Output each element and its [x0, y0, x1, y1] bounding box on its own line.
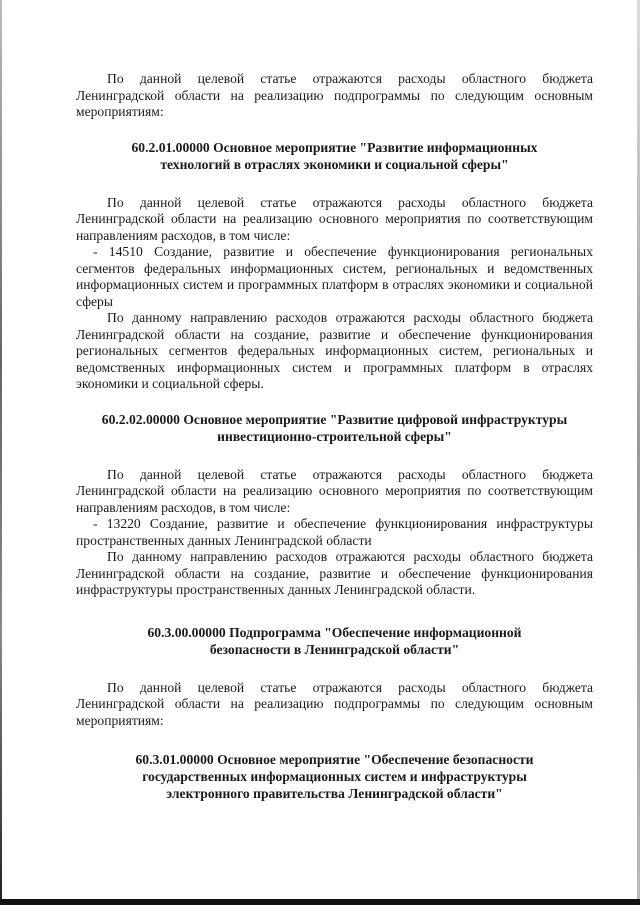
- paragraph-intro: По данной целевой статье отражаются расходы областного бюджета Ленинградской области на реализацию подпрограммы по следующим основным мероприятиям:: [76, 71, 593, 119]
- heading-60-2-01: 60.2.01.00000 Основное мероприятие "Развитие информационных технологий в отраслях экономики и социальной сферы": [131, 139, 538, 172]
- paragraph-60-2-01-intro: По данной целевой статье отражаются расходы областного бюджета Ленинградской области на реализацию основного мероприятия по соответствующим направлениям расходов, в том числе:: [76, 194, 593, 243]
- document-page: [76, 71, 593, 802]
- heading-60-2-02: 60.2.02.00000 Основное мероприятие "Развитие цифровой инфраструктуры инвестиционно-строительной сферы": [101, 411, 568, 444]
- scan-edge-bottom: [0, 899, 640, 905]
- list-item-14510: - 14510 Создание, развитие и обеспечение функционирования региональных сегментов федеральных информационных систем, региональных и ведомственных информационных систем и программных платформ в отраслях экономики и социальной сферы: [76, 244, 593, 309]
- list-item-13220: - 13220 Создание, развитие и обеспечение функционирования инфраструктуры пространственных данных Ленинградской области: [76, 516, 593, 548]
- paragraph-13220-description: По данному направлению расходов отражаются расходы областного бюджета Ленинградской области на создание, развитие и обеспечение функционирования инфраструктуры пространственных данных Ленинградской области.: [76, 549, 593, 597]
- heading-60-3-01: 60.3.01.00000 Основное мероприятие "Обеспечение безопасности государственных информационных систем и инфраструктуры электронного правительства Ленинградской области": [135, 752, 534, 801]
- scan-edge-left: [0, 0, 2, 905]
- paragraph-60-2-02-intro: По данной целевой статье отражаются расходы областного бюджета Ленинградской области на реализацию основного мероприятия по соответствующим направлениям расходов, в том числе:: [76, 466, 593, 515]
- paragraph-60-3-00-intro: По данной целевой статье отражаются расходы областного бюджета Ленинградской области на реализацию подпрограммы по следующим основным мероприятиям:: [76, 679, 593, 728]
- heading-60-3-00: 60.3.00.00000 Подпрограмма "Обеспечение информационной безопасности в Ленинградской области": [147, 624, 522, 657]
- paragraph-14510-description: По данному направлению расходов отражаются расходы областного бюджета Ленинградской области на создание, развитие и обеспечение функционирования региональных сегментов федеральных информационных систем, региональных и ведомственных информационных систем и программных платформ в отраслях экономики и социальной сферы.: [76, 310, 593, 391]
